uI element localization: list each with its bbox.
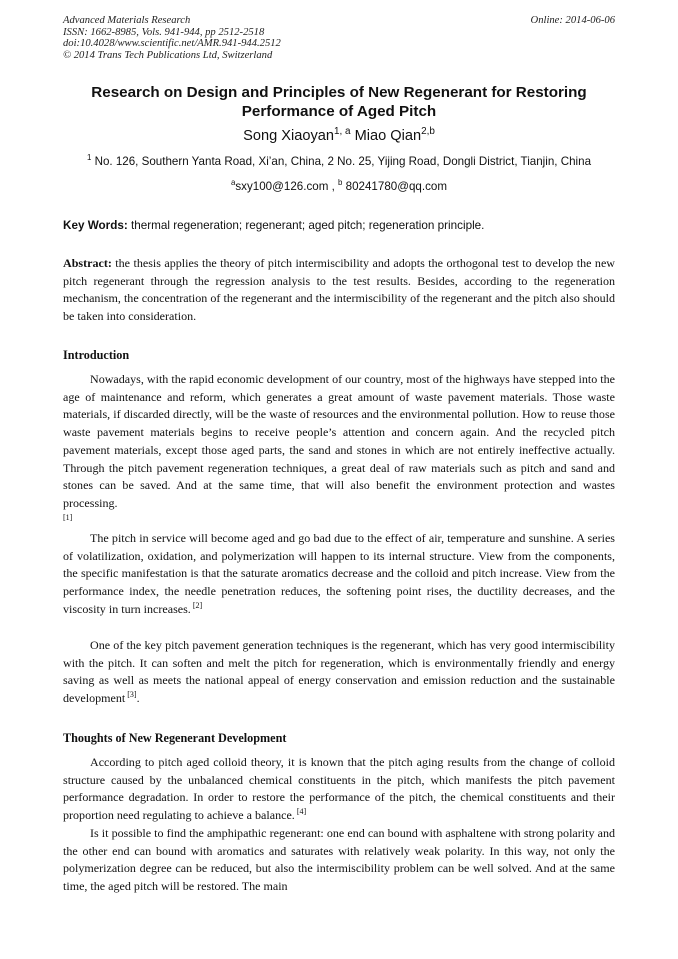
paragraph-end: .: [136, 691, 140, 706]
section-title-introduction: Introduction: [63, 348, 130, 362]
citation: [3]: [125, 690, 137, 700]
email-b: 80241780@qq.com: [342, 180, 447, 193]
paragraph-text: Is it possible to find the amphipathic regenerant: one end can bound with asphaltene with strong polarity and the other end can bound with aromatics and saturates with relatively weak polarity. In this way, not only the polymerization degree can be reduced, but also the intermiscibility problem can be well solved. And at the same time, the aged pitch will be restored. The main: [63, 826, 615, 894]
issn-line: ISSN: 1662-8985, Vols. 941-944, pp 2512-2518: [63, 26, 265, 38]
copyright-line: © 2014 Trans Tech Publications Ltd, Switzerland: [63, 49, 273, 61]
email-line: [63, 180, 615, 193]
keywords: [63, 219, 615, 232]
email-a: sxy100@126.com ,: [235, 180, 339, 193]
keywords-label: Key Words:: [63, 219, 128, 232]
online-date: Online: 2014-06-06: [530, 15, 615, 26]
citation: [1]: [63, 512, 73, 522]
journal-name: Advanced Materials Research: [63, 15, 191, 26]
paragraph: [63, 637, 615, 708]
paragraph: [63, 754, 615, 825]
affiliation-mark: 1: [86, 153, 92, 163]
paragraph-text: Nowadays, with the rapid economic development of our country, most of the highways have stepped into the age of maintenance and reform, which generates a great amount of waste pavement materials. Those waste materials, if discarded directly, will be the waste of resources and the environmental pollution. How to reuse those waste pavement materials begins to receive people’s attention and concern again. And the recycled pitch pavement materials, except those aged parts, the sand and stones in which are not entirely ineffective actually. Through the pitch pavement regeneration techniques, a great deal of raw materials such as pitch and sand and stones can be saved. And at the same time, that will also benefit the environment protection and wastes processing.: [63, 372, 615, 510]
paragraph: [63, 825, 615, 896]
paragraph-text: The pitch in service will become aged and go bad due to the effect of air, temperature and sunshine. A series of volatilization, oxidation, and polymerization will happen to its internal structure. View from the components, the specific manifestation is that the saturate aromatics decrease and the colloid and pitch increase. View from the performance index, the needle penetration reduces, the softening point rises, the ductility decreases, and the viscosity in turn increases.: [63, 531, 615, 616]
affiliation-line: [63, 155, 615, 168]
email-b-mark: b: [338, 178, 343, 188]
author-1: Song Xiaoyan: [243, 128, 334, 144]
paragraph: [63, 530, 615, 619]
paragraph: [63, 371, 615, 530]
doi-line: doi:10.4028/www.scientific.net/AMR.941-944.2512: [63, 38, 281, 50]
author-1-affil-mark: 1, a: [334, 126, 351, 138]
paragraph-text: One of the key pitch pavement generation techniques is the regenerant, which has very good intermiscibility with the pitch. It can soften and melt the pitch for regeneration, which is environmentally friendly and energy saving as well as meets the national appeal of energy conservation and emission reduction and the sustainable development: [63, 638, 615, 706]
section-title-thoughts: Thoughts of New Regenerant Development: [63, 731, 287, 745]
email-a-mark: a: [230, 178, 236, 188]
journal-header: [63, 15, 281, 61]
keywords-text: thermal regeneration; regenerant; aged pitch; regeneration principle.: [127, 219, 485, 232]
paper-title: Research on Design and Principles of New Regenerant for Restoring Performance of Aged Pitch: [91, 84, 587, 120]
citation: [2]: [190, 600, 203, 610]
abstract: [63, 255, 615, 325]
citation: [4]: [294, 807, 307, 817]
affiliation-text: No. 126, Southern Yanta Road, Xi’an, China, 2 No. 25, Yijing Road, Dongli District, Tianjin, China: [91, 155, 592, 168]
paragraph-text: According to pitch aged colloid theory, it is known that the pitch aging results from the change of colloid structure caused by the unbalanced chemical constituents in the pitch, which manifests the pitch pavement performance degradation. In order to restore the performance of the pitch, the chemical constituents and their proportion need regulating to achieve a balance.: [63, 755, 615, 823]
abstract-text: the thesis applies the theory of pitch intermiscibility and adopts the orthogonal test to develop the new pitch regenerant through the regression analysis to the test results. Besides, according to the regeneration mechanism, the concentration of the regenerant and the intermiscibility of the regenerant and the pitch also should be taken into consideration.: [63, 256, 615, 323]
author-line: [63, 128, 615, 144]
author-2-affil-mark: 2,b: [421, 126, 435, 138]
author-2: Miao Qian: [350, 128, 422, 144]
abstract-label: Abstract:: [63, 256, 112, 270]
